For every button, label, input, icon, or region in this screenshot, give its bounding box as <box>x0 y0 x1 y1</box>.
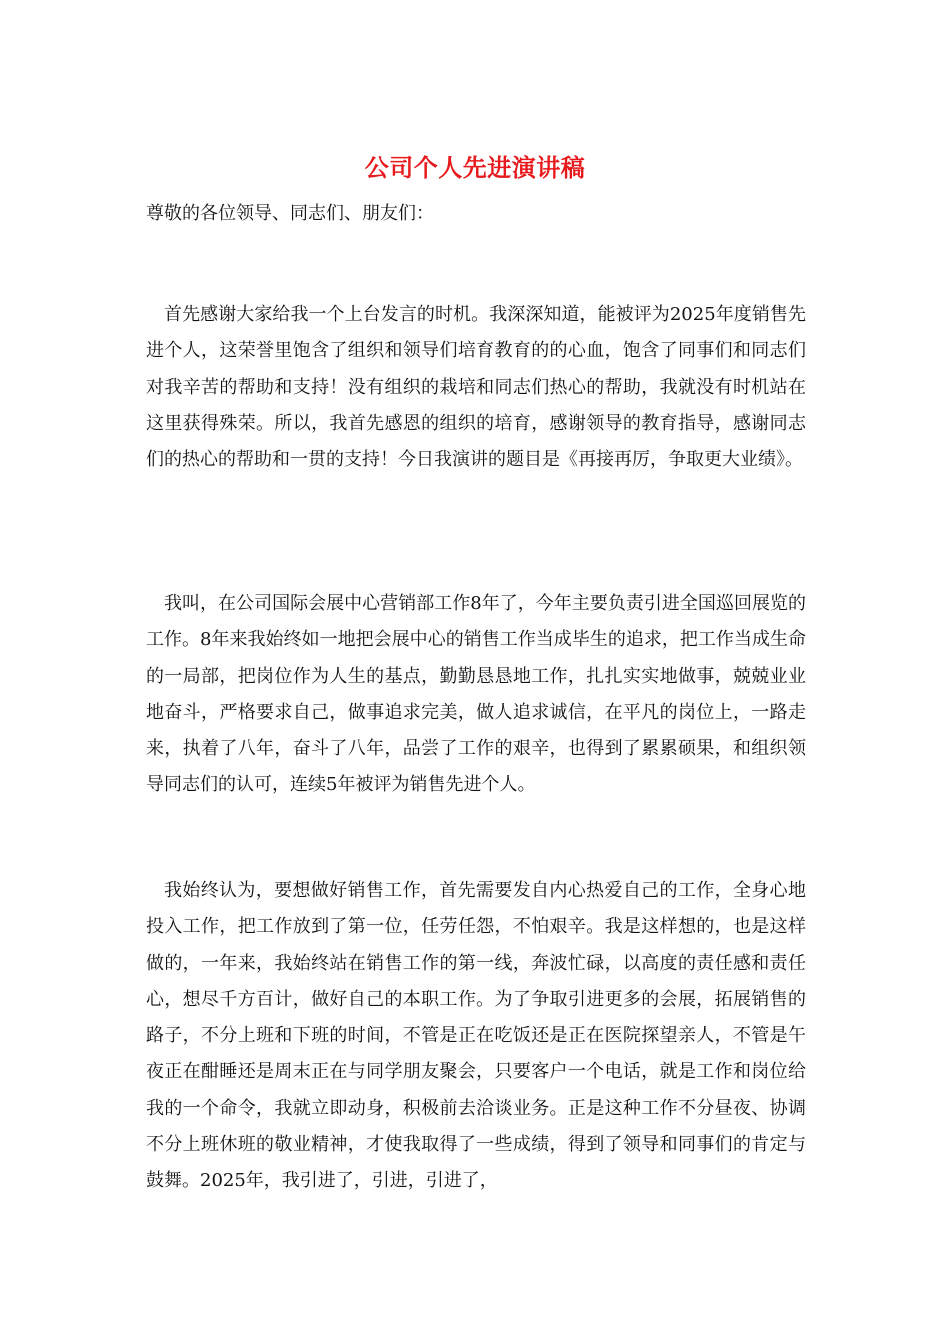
paragraph-1: 首先感谢大家给我一个上台发言的时机。我深深知道，能被评为2025年度销售先进个人，这荣誉里饱含了组织和领导们培育教育的的心血，饱含了同事们和同志们对我辛苦的帮助和支持！没有组织的栽培和同志们热心的帮助，我就没有时机站在这里获得殊荣。所以，我首先感恩的组织的培育，感谢领导的教育指导，感谢同志们的热心的帮助和一贯的支持！今日我演讲的题目是《再接再厉，争取更大业绩》。 <box>146 304 806 471</box>
paragraph-2: 我叫，在公司国际会展中心营销部工作8年了，今年主要负责引进全国巡回展览的工作。8年来我始终如一地把会展中心的销售工作当成毕生的追求，把工作当成生命的一局部，把岗位作为人生的基点，勤勤恳恳地工作，扎扎实实地做事，兢兢业业地奋斗，严格要求自己，做事追求完美，做人追求诚信，在平凡的岗位上，一路走来，执着了八年，奋斗了八年，品尝了工作的艰辛，也得到了累累硕果，和组织领导同志们的认可，连续5年被评为销售先进个人。 <box>146 593 806 796</box>
paragraph-3: 我始终认为，要想做好销售工作，首先需要发自内心热爱自己的工作，全身心地投入工作，把工作放到了第一位，任劳任怨，不怕艰辛。我是这样想的，也是这样做的，一年来，我始终站在销售工作的第一线，奔波忙碌，以高度的责任感和责任心，想尽千方百计，做好自己的本职工作。为了争取引进更多的会展，拓展销售的路子，不分上班和下班的时间，不管是正在吃饭还是正在医院探望亲人，不管是午夜正在酣睡还是周末正在与同学朋友聚会，只要客户一个电话，就是工作和岗位给我的一个命令，我就立即动身，积极前去洽谈业务。正是这种工作不分昼夜、协调不分上班休班的敬业精神，才使我取得了一些成绩，得到了领导和同事们的肯定与鼓舞。2025年，我引进了，引进，引进了， <box>146 880 806 1192</box>
salutation: 尊敬的各位领导、同志们、朋友们： <box>146 203 434 224</box>
document-title: 公司个人先进演讲稿 <box>364 153 586 182</box>
